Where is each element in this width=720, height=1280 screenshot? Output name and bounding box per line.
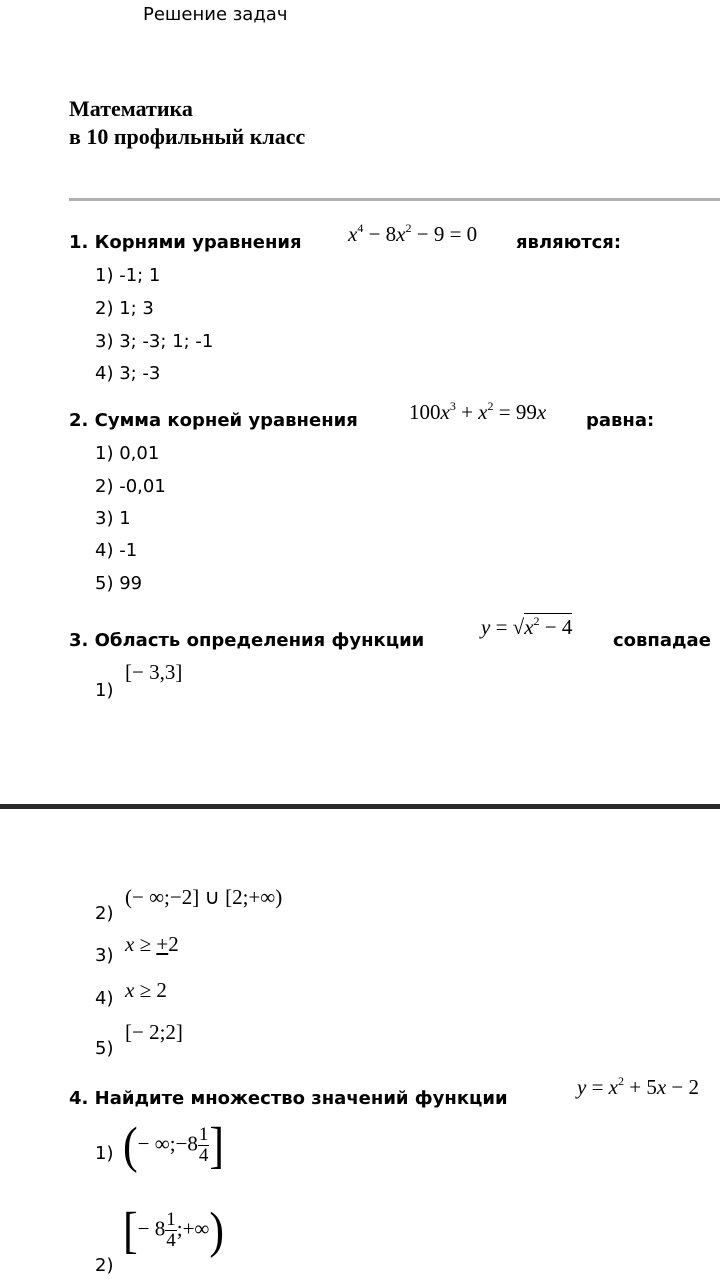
title-divider — [69, 198, 720, 201]
q1-option-4: 4) 3; -3 — [95, 363, 161, 384]
q1-option-1: 1) -1; 1 — [95, 265, 161, 286]
q3-option-1-expr: [− 3,3] — [125, 660, 183, 684]
q4-option-2-expr: [− 8 $\frac{1}{4}$ ;+∞) — [123, 1202, 225, 1259]
doc-title-line2: в 10 профильный класс — [69, 124, 306, 149]
q3-option-3-expr: x ≥ +2 — [125, 932, 179, 956]
q2-option-5: 5) 99 — [95, 573, 143, 594]
q2-option-3: 3) 1 — [95, 508, 131, 529]
q3-option-2-label: 2) — [95, 903, 114, 924]
q1-option-3: 3) 3; -3; 1; -1 — [95, 331, 214, 352]
page-separator — [0, 804, 720, 809]
q4-prefix: 4. Найдите множество значений функции — [69, 1088, 508, 1109]
q1-suffix: являются: — [516, 232, 622, 253]
q3-option-4-expr: x ≥ 2 — [125, 978, 167, 1002]
q3-option-1-label: 1) — [95, 680, 114, 701]
q1-equation: $x^4 - 8x^2 - 9 = 0$ — [348, 221, 478, 246]
q4-function: $y = x^2 + 5x - 2$ — [577, 1074, 700, 1099]
q1-option-2: 2) 1; 3 — [95, 298, 154, 319]
q3-option-5-label: 5) — [95, 1038, 114, 1059]
q3-prefix: 3. Область определения функции — [69, 630, 425, 651]
page-header-title: Решение задач — [143, 4, 288, 25]
q4-option-2-label: 2) — [95, 1255, 114, 1276]
q3-suffix: совпадае — [613, 630, 711, 651]
q2-option-2: 2) -0,01 — [95, 476, 166, 497]
q4-option-1-label: 1) — [95, 1143, 114, 1164]
q2-equation: $100x^3 + x^2 = 99x$ — [409, 399, 547, 424]
q2-suffix: равна: — [586, 410, 655, 431]
q3-option-3-label: 3) — [95, 945, 114, 966]
q2-option-4: 4) -1 — [95, 540, 138, 561]
q3-option-5-expr: [− 2;2] — [125, 1020, 183, 1044]
doc-title-line1: Математика — [69, 96, 193, 121]
q3-option-2-expr: (− ∞;−2] ∪ [2;+∞) — [125, 885, 283, 909]
q1-prefix: 1. Корнями уравнения — [69, 232, 302, 253]
q2-option-1: 1) 0,01 — [95, 443, 160, 464]
q4-option-1-expr: (− ∞;−8 $\frac{1}{4}$ ] — [123, 1117, 225, 1174]
q3-function: $y = √x^2 - 4$ — [481, 614, 573, 639]
q2-prefix: 2. Сумма корней уравнения — [69, 410, 358, 431]
q3-option-4-label: 4) — [95, 988, 114, 1009]
